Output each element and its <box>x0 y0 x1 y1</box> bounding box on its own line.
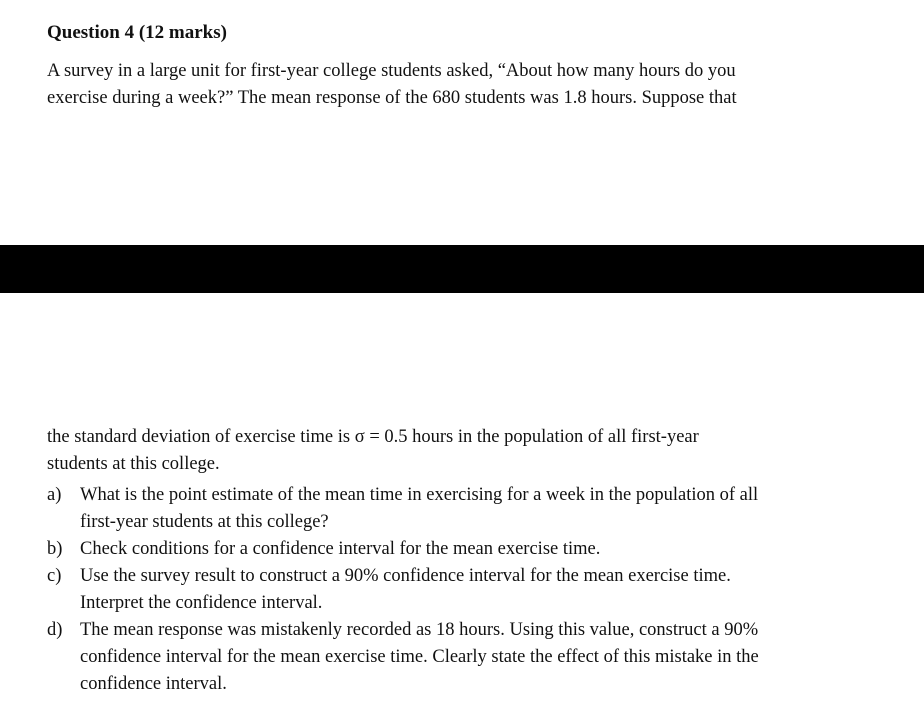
part-line: confidence interval for the mean exercise time. Clearly state the effect of this mistake in the <box>80 647 759 667</box>
redaction-bar <box>0 245 924 293</box>
question-part-d <box>47 617 759 698</box>
part-marker: b) <box>47 539 63 559</box>
part-line: The mean response was mistakenly recorded as 18 hours. Using this value, construct a 90% <box>80 620 759 640</box>
question-part-a <box>47 482 759 536</box>
intro-continued-line: students at this college. <box>47 454 220 474</box>
part-line: confidence interval. <box>80 674 227 694</box>
question-title: Question 4 (12 marks) <box>47 22 227 43</box>
question-part-c <box>47 563 759 617</box>
intro-continued-line: the standard deviation of exercise time is σ = 0.5 hours in the population of all first-year <box>47 427 699 447</box>
question-part-b <box>47 536 759 563</box>
part-line: Use the survey result to construct a 90% confidence interval for the mean exercise time. <box>80 566 731 586</box>
question-parts-list <box>47 482 759 698</box>
intro-line: exercise during a week?” The mean response of the 680 students was 1.8 hours. Suppose that <box>47 88 737 108</box>
part-line: Interpret the confidence interval. <box>80 593 323 613</box>
part-line: What is the point estimate of the mean time in exercising for a week in the population of all <box>80 485 759 505</box>
part-marker: d) <box>47 620 63 640</box>
part-line: Check conditions for a confidence interval for the mean exercise time. <box>80 539 601 559</box>
part-marker: c) <box>47 566 62 586</box>
part-line: first-year students at this college? <box>80 512 329 532</box>
part-marker: a) <box>47 485 62 505</box>
question-intro-continued <box>47 424 699 478</box>
intro-line: A survey in a large unit for first-year college students asked, “About how many hours do you <box>47 61 736 81</box>
question-intro <box>47 58 737 112</box>
